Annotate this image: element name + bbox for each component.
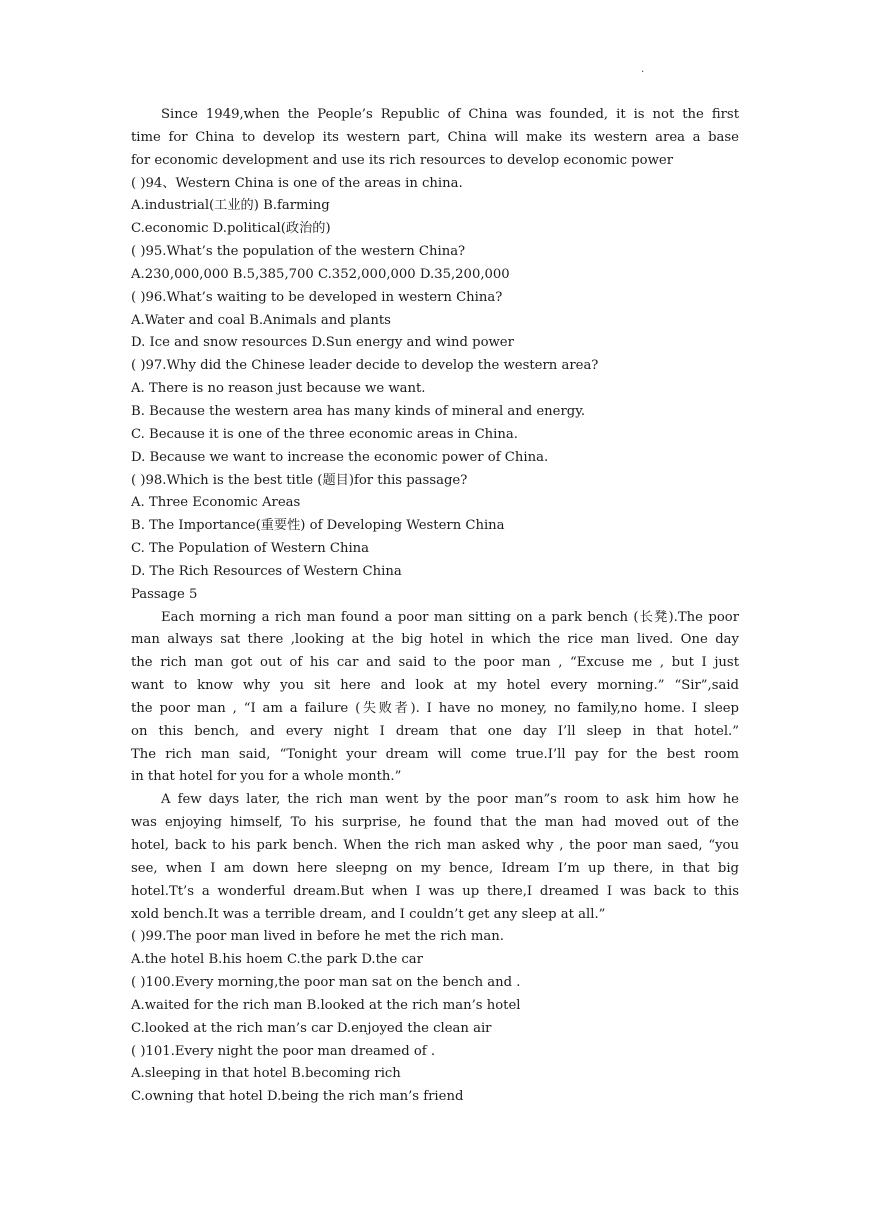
paragraph-line: A few days later, the rich man went by the poor man”s room to ask him how he — [161, 792, 739, 808]
option-97-c: C. Because it is one of the three economic areas in China. — [131, 426, 518, 442]
option-98-a: A. Three Economic Areas — [131, 495, 301, 511]
paragraph-line: for economic development and use its rich resources to develop economic power — [131, 152, 674, 168]
paragraph-line: Since 1949,when the People’s Republic of China was founded, it is not the first — [161, 107, 739, 122]
option-97-b: B. Because the western area has many kinds of mineral and energy. — [131, 403, 586, 419]
paragraph-line: man always sat there ,looking at the big hotel in which the rice man lived. One day — [131, 632, 739, 648]
option-98-c: C. The Population of Western China — [131, 541, 370, 557]
question-98: ( )98.Which is the best title (题目)for this passage? — [131, 472, 468, 488]
question-101: ( )101.Every night the poor man dreamed of . — [131, 1043, 436, 1059]
options-100-cd: C.looked at the rich man’s car D.enjoyed the clean air — [131, 1020, 492, 1036]
question-94: ( )94、Western China is one of the areas in china. — [131, 175, 463, 191]
paragraph-line: the poor man , “I am a failure (失败者). I have no money, no family,no home. I sleep — [131, 700, 739, 716]
options-96-cd: D. Ice and snow resources D.Sun energy and wind power — [131, 335, 514, 351]
option-98-d: D. The Rich Resources of Western China — [131, 563, 402, 579]
document-body — [131, 104, 739, 1109]
options-96-ab: A.Water and coal B.Animals and plants — [131, 312, 391, 328]
option-97-d: D. Because we want to increase the economic power of China. — [131, 449, 549, 465]
question-97: ( )97.Why did the Chinese leader decide to develop the western area? — [131, 358, 599, 374]
passage5-paragraph-1 — [131, 607, 739, 790]
paragraph-line: was enjoying himself, To his surprise, he found that the man had moved out of the — [131, 815, 739, 831]
paragraph-line: the rich man got out of his car and said to the poor man , “Excuse me , but I just — [131, 655, 739, 671]
paragraph-line: hotel.Tt’s a wonderful dream.But when I was up there,I dreamed I was back to this — [131, 883, 739, 899]
question-95: ( )95.What’s the population of the western China? — [131, 244, 466, 260]
options-99: A.the hotel B.his hoem C.the park D.the car — [131, 952, 423, 968]
questions-94-98 — [131, 173, 739, 584]
passage4-paragraph — [131, 104, 739, 173]
paragraph-line: hotel, back to his park bench. When the rich man asked why , the poor man saed, “you — [131, 838, 739, 853]
question-100: ( )100.Every morning,the poor man sat on the bench and . — [131, 975, 521, 991]
paragraph-line: in that hotel for you for a whole month.” — [131, 769, 402, 785]
passage5-heading: Passage 5 — [131, 586, 198, 602]
options-101-cd: C.owning that hotel D.being the rich man’s friend — [131, 1089, 464, 1105]
options-95: A.230,000,000 B.5,385,700 C.352,000,000 D.35,200,000 — [131, 266, 510, 282]
paragraph-line: xold bench.It was a terrible dream, and I couldn’t get any sleep at all.” — [131, 906, 606, 922]
options-100-ab: A.waited for the rich man B.looked at the rich man’s hotel — [131, 997, 521, 1013]
paragraph-line: see, when I am down here sleepng on my bence, Idream I’m up there, in that big — [131, 860, 739, 876]
paragraph-line: on this bench, and every night I dream that one day I’ll sleep in that hotel.” — [131, 723, 739, 739]
option-97-a: A. There is no reason just because we want. — [131, 381, 426, 397]
question-96: ( )96.What’s waiting to be developed in western China? — [131, 289, 503, 305]
paragraph-line: time for China to develop its western part, China will make its western area a base — [131, 129, 739, 145]
options-101-ab: A.sleeping in that hotel B.becoming rich — [131, 1066, 401, 1082]
options-94-cd: C.economic D.political(政治的) — [131, 221, 331, 237]
options-94-ab: A.industrial(工业的) B.farming — [131, 198, 330, 214]
paragraph-line: The rich man said, “Tonight your dream will come true.I’ll pay for the best room — [131, 746, 739, 762]
header-mark: . — [641, 64, 645, 75]
paragraph-line: Each morning a rich man found a poor man sitting on a park bench (长凳).The poor — [161, 609, 739, 625]
question-99: ( )99.The poor man lived in before he met the rich man. — [131, 929, 504, 945]
paragraph-line: want to know why you sit here and look at my hotel every morning.” “Sir”,said — [131, 678, 739, 694]
questions-99-101 — [131, 926, 739, 1109]
option-98-b: B. The Importance(重要性) of Developing Western China — [131, 518, 505, 534]
passage5-paragraph-2 — [131, 789, 739, 926]
